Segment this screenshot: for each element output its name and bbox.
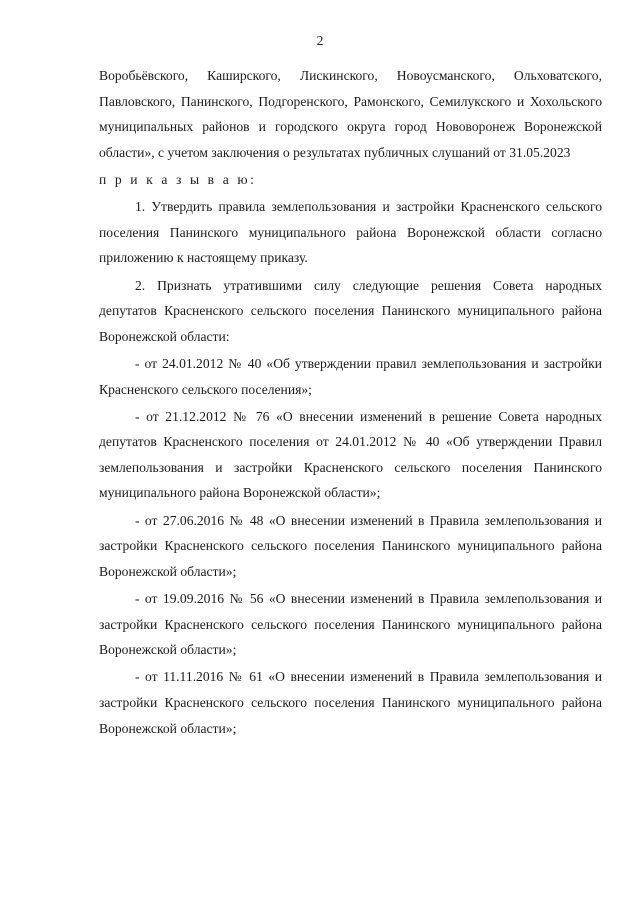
- repealed-decision-1: - от 24.01.2012 № 40 «Об утверждении правил землепользования и застройки Красненского сельского поселения»;: [99, 355, 602, 397]
- repealed-decision-4: - от 19.09.2016 № 56 «О внесении изменений в Правила землепользования и застройки Красненского сельского поселения Панинского муниципального района Воронежской области»;: [99, 591, 602, 658]
- intro-paragraph: Воробьёвского, Каширского, Лискинского, Новоусманского, Ольховатского, Павловского, Панинского, Подгоренского, Рамонского, Семилукского и Хохольского муниципальных районов и городского округа город Нововоронеж Воронежской области», с учетом заключения о результатах публичных слушаний от 31.05.2023: [99, 68, 602, 160]
- repealed-decision-5: - от 11.11.2016 № 61 «О внесении изменений в Правила землепользования и застройки Красненского сельского поселения Панинского муниципального района Воронежской области»;: [99, 669, 602, 736]
- order-word: п р и к а з ы в а ю:: [99, 171, 257, 187]
- document-body: [99, 63, 602, 741]
- page-number: 2: [316, 33, 324, 48]
- order-item-1: 1. Утвердить правила землепользования и застройки Красненского сельского поселения Панинского муниципального района Воронежской области согласно приложению к настоящему приказу.: [99, 199, 602, 266]
- repealed-decision-3: - от 27.06.2016 № 48 «О внесении изменений в Правила землепользования и застройки Красненского сельского поселения Панинского муниципального района Воронежской области»;: [99, 512, 602, 579]
- order-item-2: 2. Признать утратившими силу следующие решения Совета народных депутатов Красненского сельского поселения Панинского муниципального района Воронежской области:: [99, 277, 602, 344]
- repealed-decision-2: - от 21.12.2012 № 76 «О внесении изменений в решение Совета народных депутатов Красненского поселения от 24.01.2012 № 40 «Об утверждении Правил землепользования и застройки Красненского сельского поселения Панинского муниципального района Воронежской области»;: [99, 408, 602, 501]
